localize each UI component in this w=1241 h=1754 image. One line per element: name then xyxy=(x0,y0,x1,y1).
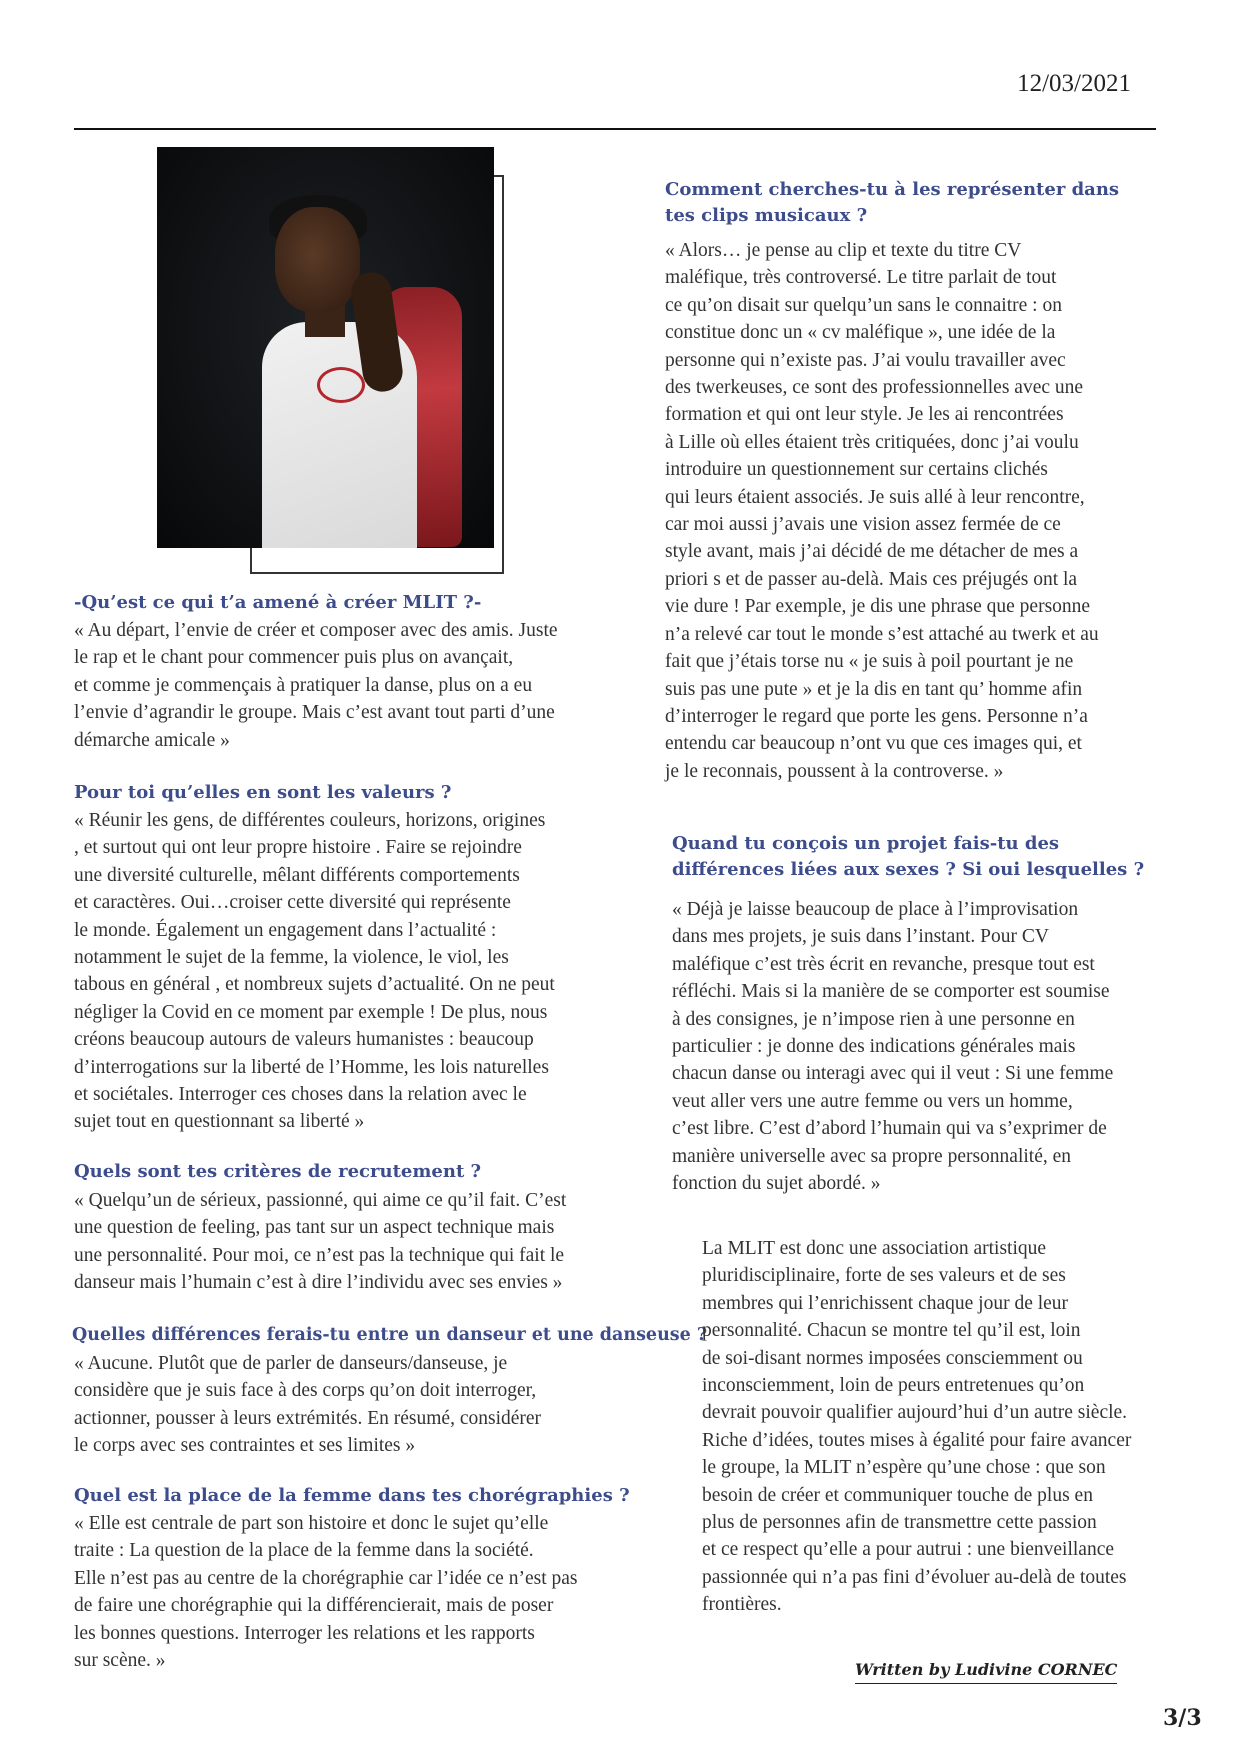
question-4: Quelles différences ferais-tu entre un danseur et une danseuse ? xyxy=(72,1325,708,1345)
question-3: Quels sont tes critères de recrutement ? xyxy=(74,1161,482,1182)
question-5: Quel est la place de la femme dans tes chorégraphies ? xyxy=(74,1485,630,1506)
page-number: 3/3 xyxy=(1163,1705,1202,1731)
author-signature: Written by Ludivine CORNEC xyxy=(855,1660,1117,1684)
head xyxy=(275,207,360,312)
header-rule xyxy=(74,128,1156,130)
answer-5: « Elle est centrale de part son histoire et donc le sujet qu’elle traite : La question de la place de la femme dans la société. Elle n’est pas au centre de la chorégraphie car l’idée ce n’est pas de faire une chorégraphie qui la différencierait, mais de poser les bonnes questions. Interroger les relations et les rapports sur scène. » xyxy=(74,1513,578,1672)
answer-4: « Aucune. Plutôt que de parler de danseurs/danseuse, je considère que je suis face à des corps qu’on doit interroger, actionner, pousser à leurs extrémités. En résumé, considérer le corps avec ses contraintes et ses limites » xyxy=(74,1353,542,1457)
question-6: Comment cherches-tu à les représenter dans tes clips musicaux ? xyxy=(665,179,1120,226)
answer-3: « Quelqu’un de sérieux, passionné, qui aime ce qu’il fait. C’est une question de feeling, pas tant sur un aspect technique mais une personnalité. Pour moi, ce n’est pas la technique qui fait le danseur mais l’humain c’est à dire l’individu avec ses envies » xyxy=(74,1190,567,1294)
article-date: 12/03/2021 xyxy=(1017,70,1131,97)
question-2: Pour toi qu’elles en sont les valeurs ? xyxy=(74,782,452,803)
portrait-photo xyxy=(157,147,494,548)
answer-2: « Réunir les gens, de différentes couleurs, horizons, origines , et surtout qui ont leur propre histoire . Faire se rejoindre une diversité culturelle, mêlant différents comportements et caractères. Oui…croiser cette diversité qui représente le monde. Également un engagement dans l’actualité : notamment le sujet de la femme, la violence, le viol, les tabous en général , et nombreux sujets d’actualité. On ne peut négliger la Covid en ce moment par exemple ! De plus, nous créons beaucoup autours de valeurs humanistes : beaucoup d’interrogations sur la liberté de l’Homme, les lois naturelles et sociétales. Interroger ces choses dans la relation avec le sujet tout en questionnant sa liberté » xyxy=(74,810,555,1133)
shirt-logo xyxy=(317,367,365,403)
answer-1: « Au départ, l’envie de créer et composer avec des amis. Juste le rap et le chant pour commencer puis plus on avançait, et comme je commençais à pratiquer la danse, plus on a eu l’envie d’agrandir le groupe. Mais c’est avant tout parti d’une démarche amicale » xyxy=(74,620,558,751)
question-1: -Qu’est ce qui t’a amené à créer MLIT ?- xyxy=(74,592,482,613)
answer-6: « Alors… je pense au clip et texte du titre CV maléfique, très controversé. Le titre parlait de tout ce qu’on disait sur quelqu’un sans le connaitre : on constitue donc un « cv maléfique », une idée de la personne qui n’existe pas. J’ai voulu travailler avec des twerkeuses, ce sont des professionnelles avec une formation et qui ont leur style. Je les ai rencontrées à Lille où elles étaient très critiquées, donc j’ai voulu introduire un questionnement sur certains clichés qui leurs étaient associés. Je suis allé à leur rencontre, car moi aussi j’avais une vision assez fermée de ce style avant, mais j’ai décidé de me détacher de mes a priori s et de passer au-delà. Mais ces préjugés ont la vie dure ! Par exemple, je dis une phrase que personne n’a relevé car tout le monde s’est attaché au twerk et au fait que j’étais torse nu « je suis à poil pourtant je ne suis pas une pute » et je la dis en tant qu’ homme afin d’interroger le regard que porte les gens. Personne n’a entendu car beaucoup n’ont vu que ces images qui, et je le reconnais, poussent à la controverse. » xyxy=(665,240,1099,782)
question-7: Quand tu conçois un projet fais-tu des différences liées aux sexes ? Si oui lesquelles ? xyxy=(672,833,1145,880)
answer-7: « Déjà je laisse beaucoup de place à l’improvisation dans mes projets, je suis dans l’instant. Pour CV maléfique c’est très écrit en revanche, presque tout est réfléchi. Mais si la manière de se comporter est soumise à des consignes, je n’impose rien à une personne en particulier : je donne des indications générales mais chacun danse ou interagi avec qui il veut : Si une femme veut aller vers une autre femme ou vers un homme, c’est libre. C’est d’abord l’humain qui va s’exprimer de manière universelle avec sa propre personnalité, en fonction du sujet abordé. » xyxy=(672,899,1114,1195)
conclusion-paragraph: La MLIT est donc une association artistique pluridisciplinaire, forte de ses valeurs et de ses membres qui l’enrichissent chaque jour de leur personnalité. Chacun se montre tel qu’il est, loin de soi-disant normes imposées consciemment ou inconsciemment, loin de peurs entretenues qu’on devrait pouvoir qualifier aujourd’hui d’un autre siècle. Riche d’idées, toutes mises à égalité pour faire avancer le groupe, la MLIT n’espère qu’une chose : que son besoin de créer et communiquer touche de plus en plus de personnes afin de transmettre cette passion et ce respect qu’elle a pour autrui : une bienveillance passionnée qui n’a pas fini d’évoluer au-delà de toutes frontières. xyxy=(702,1238,1132,1616)
